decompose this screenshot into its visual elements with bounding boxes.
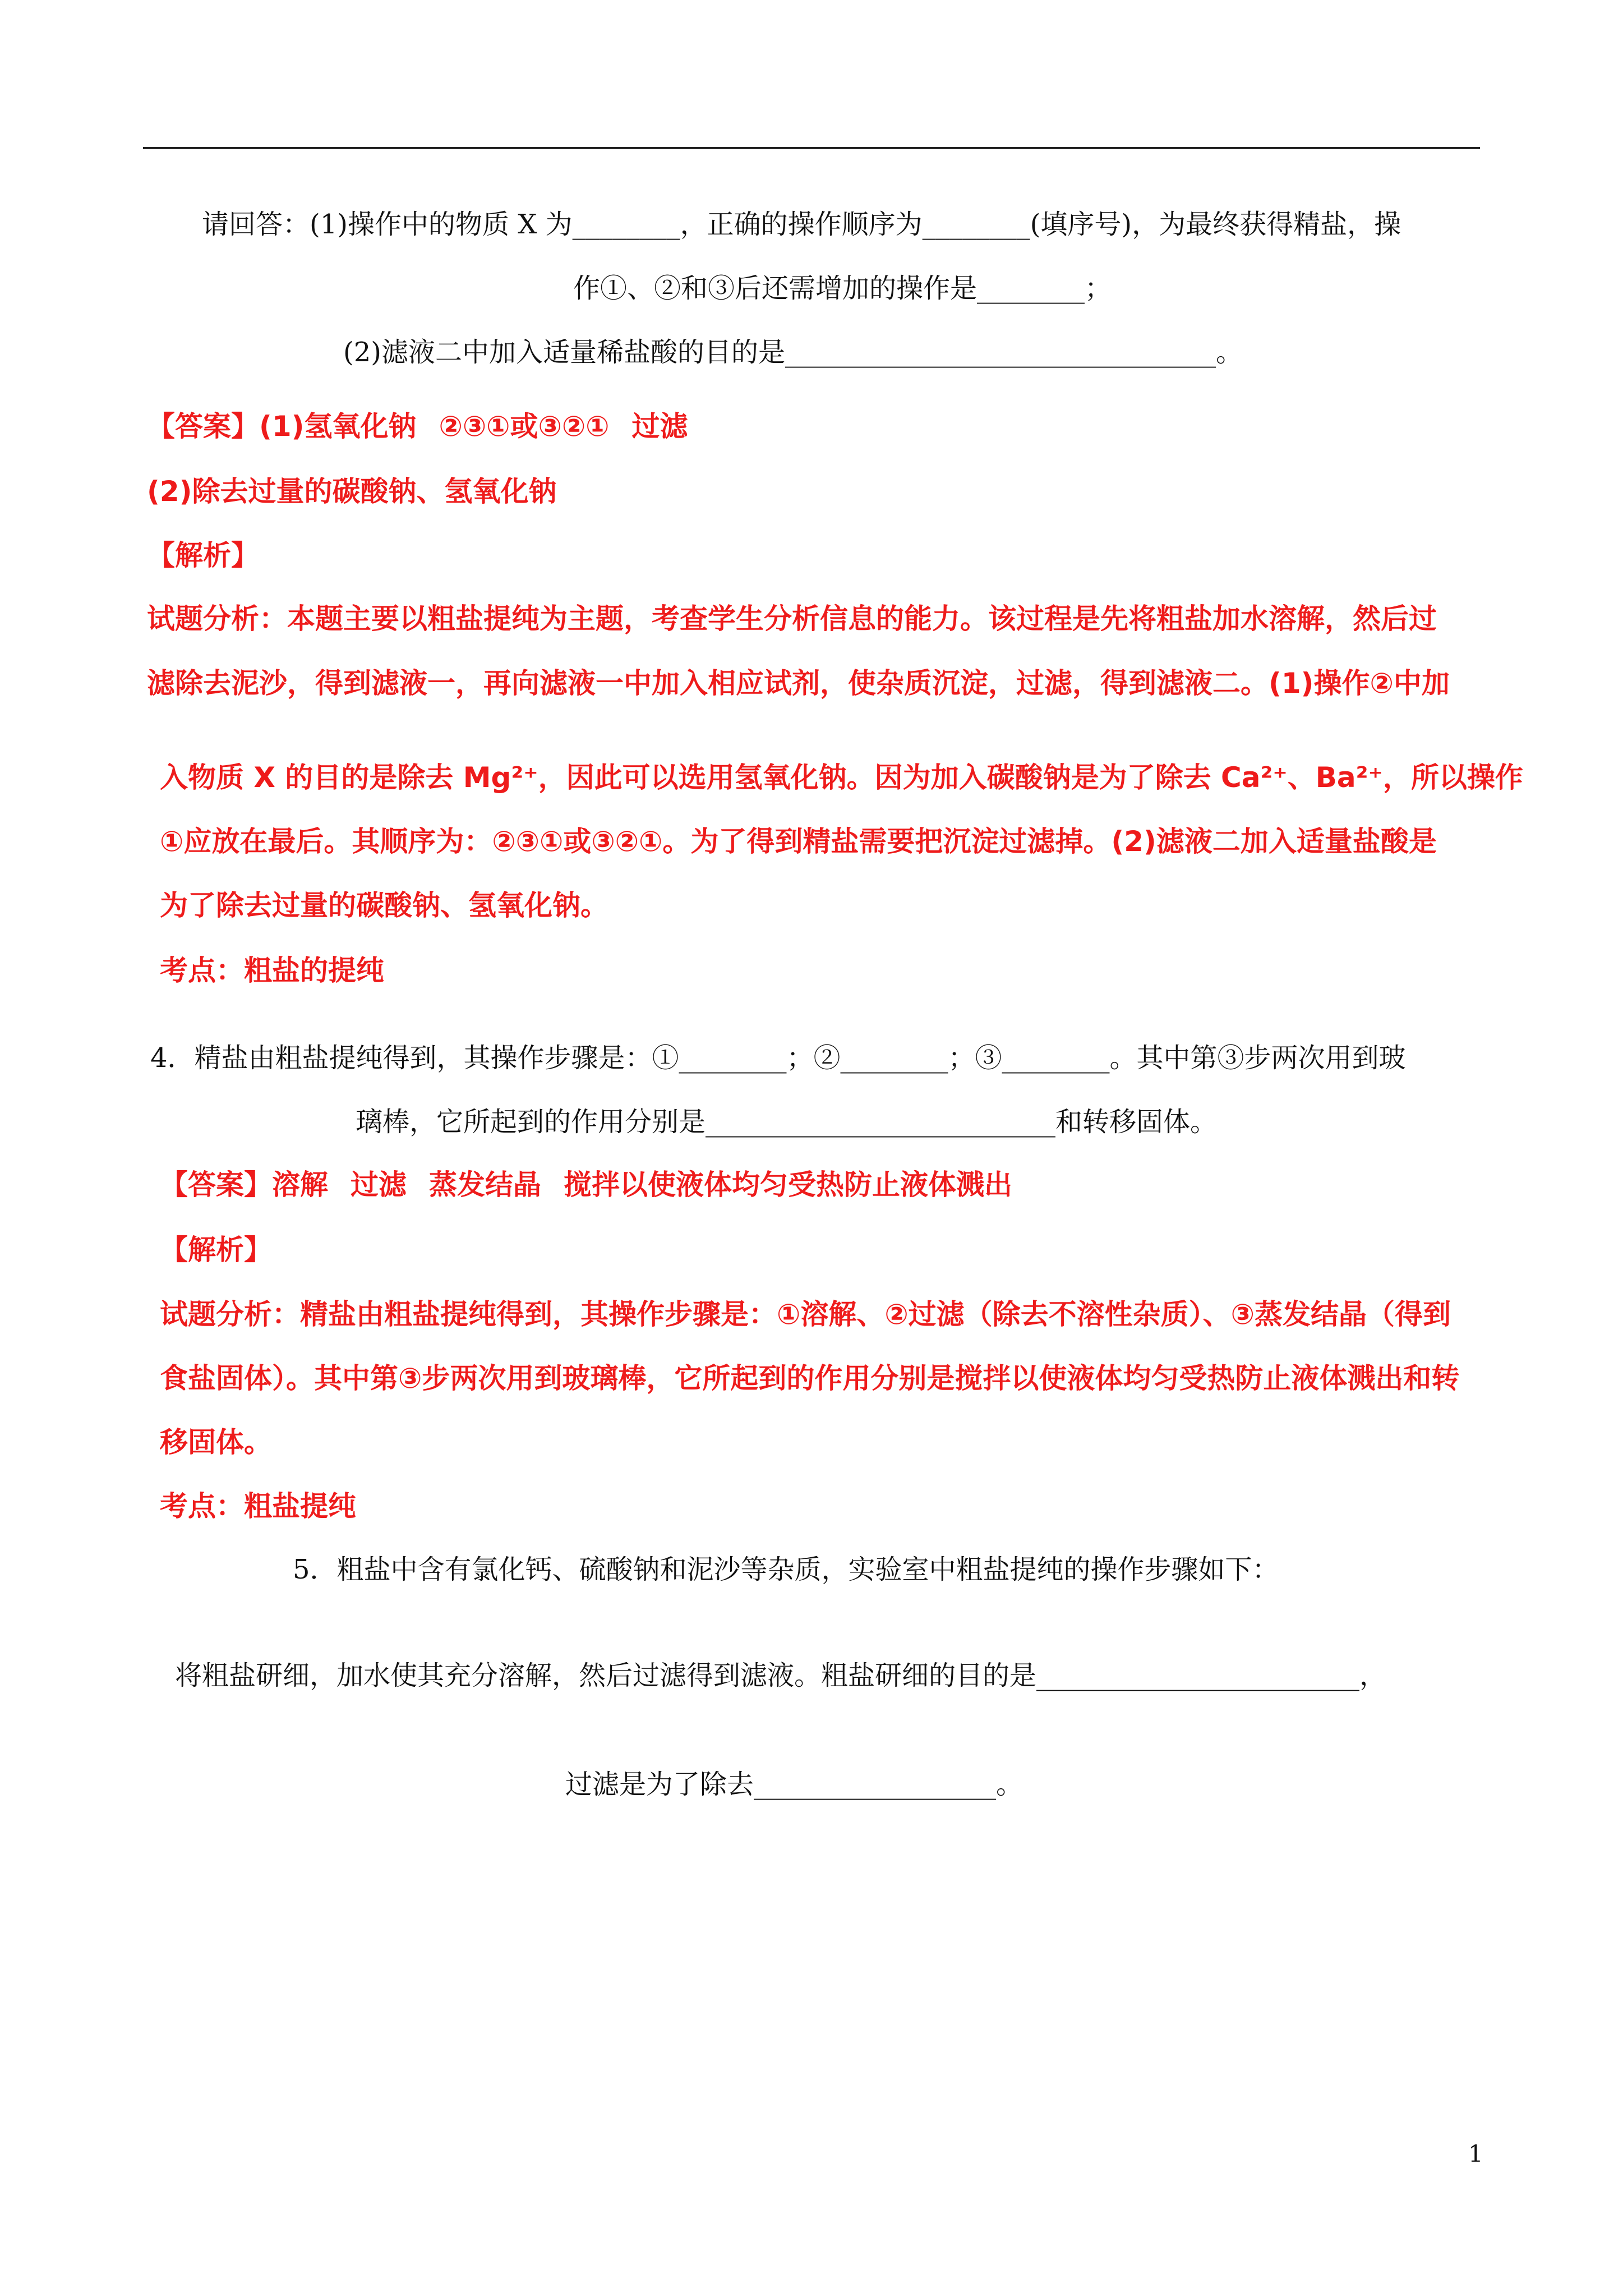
- q3-analysis-line-5: 为了除去过量的碳酸钠、氢氧化钠。: [160, 889, 608, 922]
- q3-kaodian: 考点：粗盐的提纯: [160, 954, 384, 987]
- q4-answer-line: [160, 1168, 1012, 1202]
- q3-line-2: 作①、②和③后还需增加的操作是________；: [573, 273, 1112, 304]
- q4-analysis-line-3: 移固体。: [160, 1426, 272, 1458]
- answer-tag: 【答案】: [160, 1168, 272, 1201]
- q4-answer-2: 过滤: [351, 1168, 407, 1201]
- q3-answer-line-1: [147, 409, 688, 443]
- header-rule: [143, 147, 1480, 149]
- q5-line-3: 过滤是为了除去__________________。: [565, 1769, 1023, 1800]
- q3-line-3: (2)滤液二中加入适量稀盐酸的目的是________________________________。: [343, 337, 1243, 368]
- q3-analysis-line-1: 试题分析：本题主要以粗盐提纯为主题，考查学生分析信息的能力。该过程是先将粗盐加水溶解，然后过: [147, 602, 1437, 635]
- q4-answer-1: 溶解: [272, 1168, 328, 1201]
- q3-analysis-line-2: 滤除去泥沙，得到滤液一，再向滤液一中加入相应试剂，使杂质沉淀，过滤，得到滤液二。(1)操作②中加: [147, 667, 1450, 700]
- q4-analysis-tag: 【解析】: [160, 1234, 272, 1266]
- q3-answer-line-2: (2)除去过量的碳酸钠、氢氧化钠: [147, 475, 557, 508]
- q4-kaodian: 考点：粗盐提纯: [160, 1490, 356, 1522]
- q5-line-2: 将粗盐研细，加水使其充分溶解，然后过滤得到滤液。粗盐研细的目的是________________________，: [175, 1660, 1387, 1691]
- q3-answer-2: ②③①或③②①: [439, 410, 610, 443]
- q3-analysis-line-4: ①应放在最后。其顺序为：②③①或③②①。为了得到精盐需要把沉淀过滤掉。(2)滤液二加入适量盐酸是: [160, 825, 1437, 858]
- answer-tag: 【答案】: [147, 410, 259, 443]
- q4-answer-3: 蒸发结晶: [429, 1168, 541, 1201]
- q3-analysis-line-3: 入物质 X 的目的是除去 Mg²⁺，因此可以选用氢氧化钠。因为加入碳酸钠是为了除去 Ca²⁺、Ba²⁺，所以操作: [160, 761, 1523, 794]
- q3-answer-3: 过滤: [631, 410, 688, 443]
- page-number: 1: [1468, 2140, 1483, 2168]
- q4-answer-4: 搅拌以使液体均匀受热防止液体溅出: [564, 1168, 1012, 1201]
- q4-line-2: 璃棒，它所起到的作用分别是__________________________和转移固体。: [356, 1106, 1218, 1138]
- q4-analysis-line-1: 试题分析：精盐由粗盐提纯得到，其操作步骤是：①溶解、②过滤（除去不溶性杂质）、③蒸发结晶（得到: [160, 1298, 1451, 1331]
- q4-line-1: 4．精盐由粗盐提纯得到，其操作步骤是：①________；②________；③________。其中第③步两次用到玻: [150, 1042, 1406, 1074]
- q3-answer-1: (1)氢氧化钠: [259, 410, 417, 443]
- q3-line-1: 请回答：(1)操作中的物质 X 为________，正确的操作顺序为________(填序号)，为最终获得精盐，操: [202, 209, 1401, 240]
- q5-line-1: 5．粗盐中含有氯化钙、硫酸钠和泥沙等杂质，实验室中粗盐提纯的操作步骤如下：: [293, 1554, 1279, 1585]
- q3-analysis-tag: 【解析】: [147, 539, 259, 572]
- q4-analysis-line-2: 食盐固体）。其中第③步两次用到玻璃棒，它所起到的作用分别是搅拌以使液体均匀受热防止液体溅出和转: [160, 1362, 1460, 1395]
